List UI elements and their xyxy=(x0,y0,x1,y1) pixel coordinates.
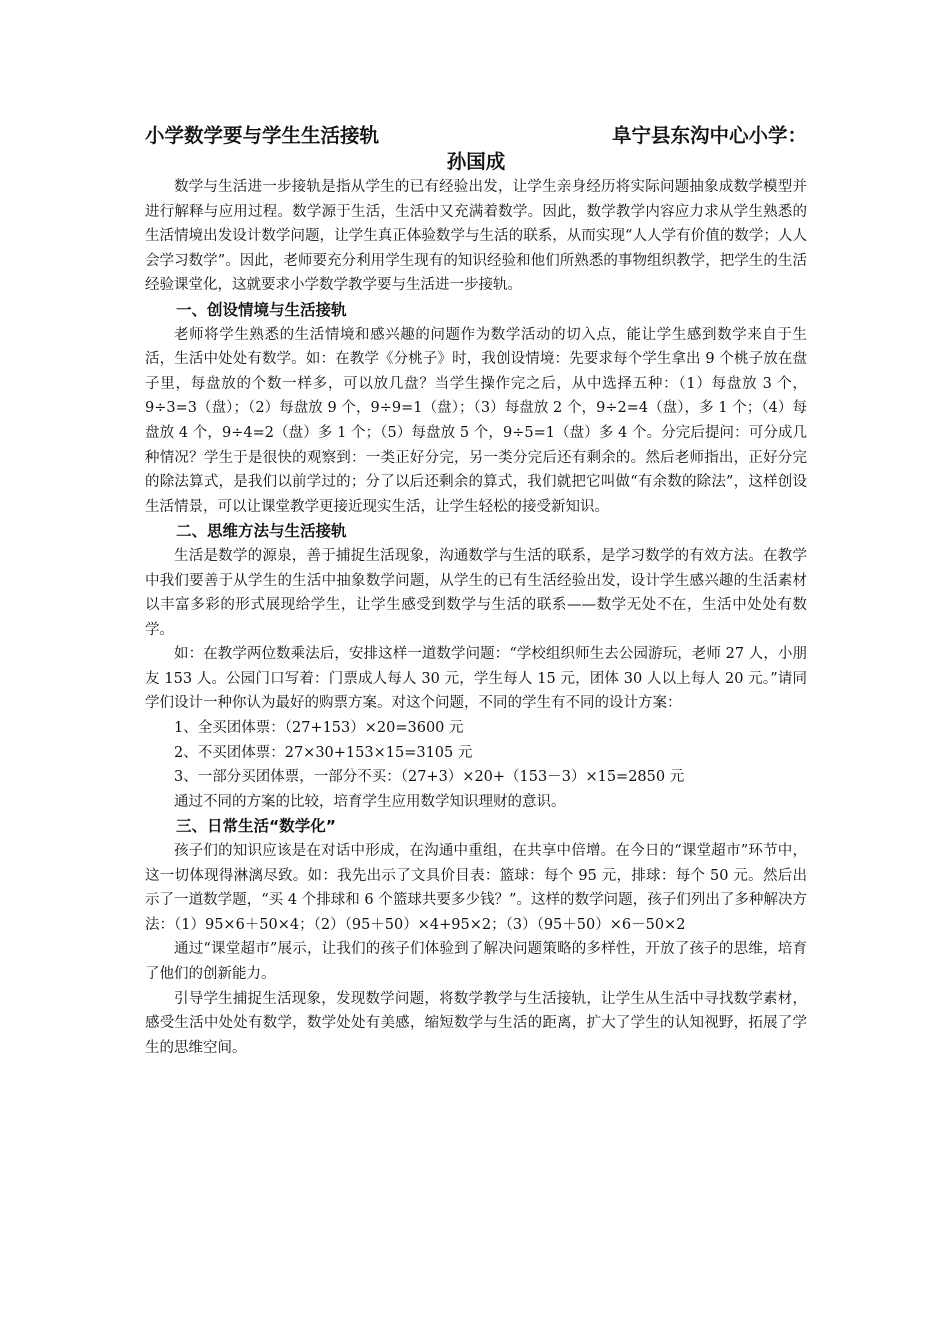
section-1-heading: 一、创设情境与生活接轨 xyxy=(176,300,347,319)
section-3-paragraph-3: 引导学生捕捉生活现象，发现数学问题，将数学教学与生活接轨，让学生从生活中寻找数学素材，感受生活中处处有数学，数学处处有美感，缩短数学与生活的距离，扩大了学生的认知视野，拓展了学生的思维空间。 xyxy=(145,990,807,1056)
section-1-paragraph: 老师将学生熟悉的生活情境和感兴趣的问题作为数学活动的切入点，能让学生感到数学来自于生活，生活中处处有数学。如：在教学《分桃子》时，我创设情境：先要求每个学生拿出 9 个桃子放在盘子里，每盘放的个数一样多，可以放几盘？当学生操作完之后，从中选择五种：（1）每盘放 3 个，9÷3=3（盘）；（2）每盘放 9 个，9÷9=1（盘）；（3）每盘放 2 个，9÷2=4（盘），多 1 个；（4）每盘放 4 个，9÷4=2（盘）多 1 个；（5）每盘放 5 个，9÷5=1（盘）多 4 个。分完后提问：可分成几种情况？学生于是很快的观察到：一类正好分完，另一类分完后还有剩余的。然后老师指出，正好分完的除法算式，是我们以前学过的；分了以后还剩余的算式，我们就把它叫做“有余数的除法”，这样创设生活情景，可以让课堂教学更接近现实生活，让学生轻松的接受新知识。 xyxy=(145,326,807,515)
section-3-paragraph-1: 孩子们的知识应该是在对话中形成，在沟通中重组，在共享中倍增。在今日的“课堂超市”环节中，这一切体现得淋漓尽致。如：我先出示了文具价目表：篮球：每个 95 元，排球：每个 50 元。然后出示了一道数学题，“买 4 个排球和 6 个篮球共要多少钱？”。这样的数学问题，孩子们列出了多种解决方法：（1）95×6＋50×4；（2）（95＋50）×4+95×2；（3）（95＋50）×6－50×2 xyxy=(145,843,807,933)
section-3-paragraph-2: 通过“课堂超市”展示，让我们的孩子们体验到了解决问题策略的多样性，开放了孩子的思维，培育了他们的创新能力。 xyxy=(145,941,807,982)
author-name: 孙国成 xyxy=(446,150,506,173)
section-2-paragraph-2: 如：在教学两位数乘法后，安排这样一道数学问题：“学校组织师生去公园游玩，老师 27 人，小朋友 153 人。公园门口写着：门票成人每人 30 元，学生每人 15 元，团体 30 人以上每人 20 元。”请同学们设计一种你认为最好的购票方案。对这个问题，不同的学生有不同的设计方案： xyxy=(145,646,807,712)
section-2-paragraph-1: 生活是数学的源泉，善于捕捉生活现象，沟通数学与生活的联系，是学习数学的有效方法。在教学中我们要善于从学生的生活中抽象数学问题，从学生的已有生活经验出发，设计学生感兴趣的生活素材以丰富多彩的形式展现给学生，让学生感受到数学与生活的联系——数学无处不在，生活中处处有数学。 xyxy=(145,547,807,638)
section-2-paragraph-3: 通过不同的方案的比较，培育学生应用数学知识理财的意识。 xyxy=(174,793,566,810)
section-2-item-1: 1、全买团体票：（27+153）×20=3600 元 xyxy=(174,720,464,737)
document-page xyxy=(145,122,807,1060)
section-2-heading: 二、思维方法与生活接轨 xyxy=(176,522,347,541)
section-2-item-3: 3、一部分买团体票，一部分不买：（27+3）×20+（153－3）×15=2850 元 xyxy=(174,769,685,786)
title-line xyxy=(145,122,807,149)
school-name: 阜宁县东沟中心小学： xyxy=(611,124,807,147)
section-3-heading: 三、日常生活“数学化” xyxy=(176,817,336,836)
article-title: 小学数学要与学生生活接轨 xyxy=(145,124,380,147)
section-2-item-2: 2、不买团体票：27×30+153×15=3105 元 xyxy=(174,744,473,761)
intro-paragraph: 数学与生活进一步接轨是指从学生的已有经验出发，让学生亲身经历将实际问题抽象成数学模型并进行解释与应用过程。数学源于生活，生活中又充满着数学。因此，数学教学内容应力求从学生熟悉的生活情境出发设计数学问题，让学生真正体验数学与生活的联系，从而实现“人人学有价值的数学；人人会学习数学”。因此，老师要充分利用学生现有的知识经验和他们所熟悉的事物组织教学，把学生的生活经验课堂化，这就要求小学数学教学要与生活进一步接轨。 xyxy=(145,179,807,294)
